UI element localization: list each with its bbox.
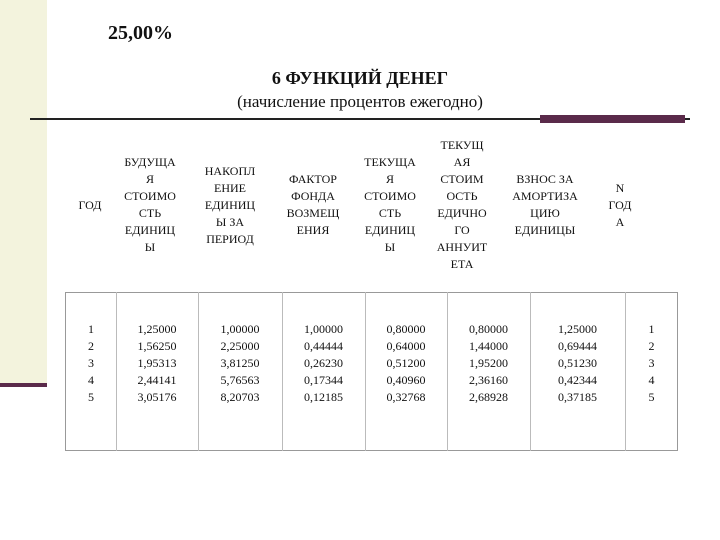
table-cell: 2,68928 <box>469 390 508 404</box>
table-cell: 1,00000 <box>304 322 343 336</box>
table-cell: 1,95313 <box>137 356 177 370</box>
table-cell: 2 <box>648 339 655 353</box>
table-cell: 2,25000 <box>220 339 260 353</box>
table-cell: 0,26230 <box>304 356 343 370</box>
table-cell: 0,69444 <box>558 339 597 353</box>
table-cell: 0,80000 <box>469 322 508 336</box>
column-annuity-pv <box>447 321 530 406</box>
page-subtitle: (начисление процентов ежегодно) <box>237 92 483 111</box>
table-cell: 1,25000 <box>137 322 177 336</box>
table-cell: 5 <box>648 390 655 404</box>
table-cell: 0,64000 <box>386 339 426 353</box>
page-title: 6 ФУНКЦИЙ ДЕНЕГ <box>271 68 449 88</box>
column-accumulation <box>198 321 282 406</box>
header-amortization: ВЗНОС ЗА АМОРТИЗА ЦИЮ ЕДИНИЦЫ <box>512 172 578 237</box>
table-cell: 3 <box>648 356 655 370</box>
header-present-value: ТЕКУЩА Я СТОИМО СТЬ ЕДИНИЦ Ы <box>364 155 416 254</box>
column-amortization <box>530 321 625 406</box>
table-cell: 0,51230 <box>558 356 597 370</box>
table-cell: 0,32768 <box>386 390 426 404</box>
table-cell: 5 <box>88 390 94 404</box>
table-cell: 1,95200 <box>469 356 508 370</box>
header-future-value: БУДУЩА Я СТОИМО СТЬ ЕДИНИЦ Ы <box>124 155 176 254</box>
header-sinking-fund: ФАКТОР ФОНДА ВОЗМЕЩ ЕНИЯ <box>286 172 340 237</box>
table-cell: 1,44000 <box>469 339 508 353</box>
table-cell: 1,56250 <box>137 339 177 353</box>
header-annuity-pv: ТЕКУЩ АЯ СТОИМ ОСТЬ ЕДИЧНО ГО АННУИТ ЕТА <box>436 138 488 271</box>
table-cell: 2,44141 <box>137 373 177 387</box>
table-cell: 0,80000 <box>386 322 426 336</box>
column-n-years <box>625 321 678 406</box>
interest-rate: 25,00% <box>108 22 173 44</box>
table-cell: 4 <box>88 373 94 387</box>
column-present-value <box>365 321 447 406</box>
sidebar-accent-bar <box>0 383 47 387</box>
header-year: ГОД <box>78 197 102 212</box>
table-cell: 0,40960 <box>386 373 426 387</box>
table-cell: 0,37185 <box>558 390 597 404</box>
table-cell: 3,05176 <box>137 390 177 404</box>
column-future-value <box>116 321 198 406</box>
table-cell: 2,36160 <box>469 373 508 387</box>
column-sinking-fund <box>282 321 365 406</box>
table-cell: 1 <box>88 322 94 336</box>
table-cell: 0,42344 <box>558 373 597 387</box>
table-cell: 0,51200 <box>386 356 426 370</box>
header-n-years: N ГОД А <box>608 180 632 229</box>
table-cell: 2 <box>88 339 94 353</box>
table-cell: 3 <box>88 356 94 370</box>
table-cell: 1 <box>648 322 655 336</box>
divider-accent-bar <box>540 115 685 123</box>
table-cell: 0,44444 <box>304 339 343 353</box>
slide-sidebar-band <box>0 0 47 383</box>
table-cell: 5,76563 <box>220 373 260 387</box>
table-cell: 4 <box>648 373 655 387</box>
header-accumulation: НАКОПЛ ЕНИЕ ЕДИНИЦ Ы ЗА ПЕРИОД <box>204 163 256 246</box>
table-cell: 0,17344 <box>304 373 343 387</box>
table-cell: 1,00000 <box>220 322 260 336</box>
table-cell: 0,12185 <box>304 390 343 404</box>
table-cell: 8,20703 <box>220 390 260 404</box>
table-cell: 3,81250 <box>220 356 260 370</box>
table-cell: 1,25000 <box>558 322 597 336</box>
column-year <box>66 321 116 406</box>
